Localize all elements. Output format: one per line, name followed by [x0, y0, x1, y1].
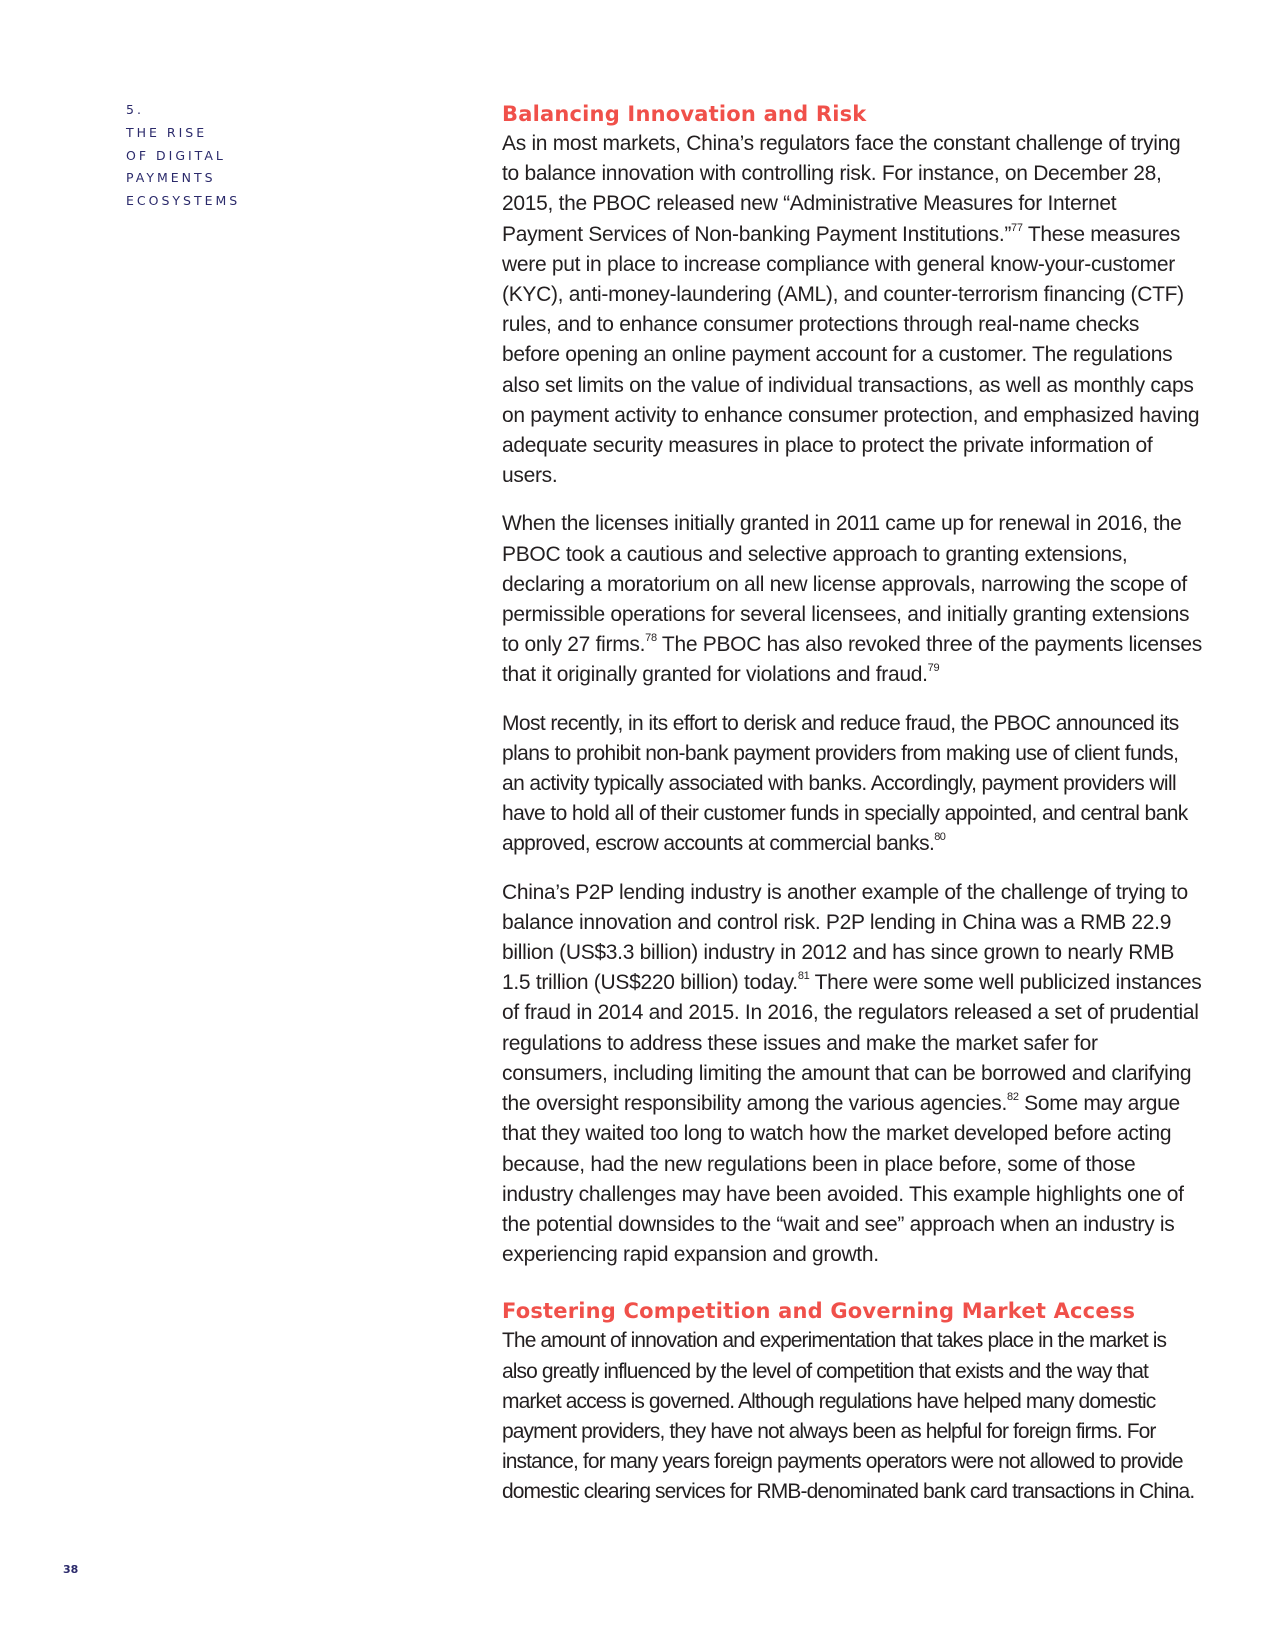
main-content — [502, 99, 1202, 1526]
footnote-ref[interactable]: 80 — [934, 831, 946, 844]
section-label-line: OF DIGITAL — [126, 147, 226, 163]
footnote-ref[interactable]: 82 — [1007, 1091, 1019, 1104]
paragraph — [502, 709, 1202, 860]
section-label-number: 5. — [126, 102, 144, 117]
section-label-line: ECOSYSTEMS — [126, 193, 241, 209]
section-label-line: THE RISE — [126, 124, 208, 140]
page-number: 38 — [63, 1563, 79, 1576]
paragraph-text: There were some well publicized instances of fraud in 2014 and 2015. In 2016, the regulators released a set of prudential regulations to address these issues and make the market safer for consumers, including limiting the amount that can be borrowed and clarifying the oversight responsibility among the various agencies. — [502, 971, 1202, 1116]
paragraph-text: When the licenses initially granted in 2011 came up for renewal in 2016, the PBOC took a cautious and selective approach to granting extensions, declaring a moratorium on all new license approvals, narrowing the scope of permissible operations for several licensees, and initially granting extensions to only 27 firms. — [502, 512, 1190, 657]
footnote-ref[interactable]: 77 — [1011, 221, 1023, 234]
paragraph-text: These measures were put in place to increase compliance with general know-your-customer (KYC), anti-money-laundering (AML), and counter-terrorism financing (CTF) rules, and to enhance consumer protections through real-name checks before opening an online payment account for a customer. The regulations also set limits on the value of individual transactions, as well as monthly caps on payment activity to enhance consumer protection, and emphasized having adequate security measures in place to protect the private information of users. — [502, 222, 1200, 488]
footnote-ref[interactable]: 81 — [797, 970, 810, 983]
paragraph-text: China’s P2P lending industry is another example of the challenge of trying to balance innovation and control risk. P2P lending in China was a RMB 22.9 billion (US$3.3 billion) industry in 2012 and has since grown to nearly RMB 1.5 trillion (US$220 billion) today. — [502, 880, 1188, 995]
footnote-ref[interactable]: 79 — [927, 662, 940, 675]
paragraph-text: Some may argue that they waited too long to watch how the market developed before acting because, had the new regulations been in place before, some of those industry challenges may have been avoided. This example highlights one of the potential downsides to the “wait and see” approach when an industry is experiencing rapid expansion and growth. — [502, 1092, 1184, 1267]
paragraph — [502, 509, 1202, 690]
section-label — [126, 99, 346, 213]
footnote-ref[interactable]: 78 — [645, 632, 657, 645]
paragraph-text: The PBOC has also revoked three of the payments licenses that it originally granted for violations and fraud. — [502, 633, 1202, 687]
paragraph — [502, 878, 1202, 1271]
paragraph-text: Most recently, in its effort to derisk and reduce fraud, the PBOC announced its plans to prohibit non-bank payment providers from making use of client funds, an activity typically associated with banks. Accordingly, payment providers will have to hold all of their customer funds in specially appointed, and central bank approved, escrow accounts at commercial banks. — [502, 711, 1188, 856]
paragraph — [502, 1326, 1202, 1507]
section-heading-fostering: Fostering Competition and Governing Market Access — [502, 1299, 1136, 1324]
section-label-line: PAYMENTS — [126, 170, 216, 186]
section-heading-balancing: Balancing Innovation and Risk — [502, 102, 867, 126]
paragraph-text: As in most markets, China’s regulators face the constant challenge of trying to balance innovation with controlling risk. For instance, on December 28, 2015, the PBOC released new “Administrative Measures for Internet Payment Services of Non-banking Payment Institutions.” — [502, 132, 1181, 246]
paragraph-text: The amount of innovation and experimentation that takes place in the market is also greatly influenced by the level of competition that exists and the way that market access is governed. Although regulations have helped many domestic payment providers, they have not always been as helpful for foreign firms. For instance, for many years foreign payments operators were not allowed to provide domestic clearing services for RMB-denominated bank card transactions in China. — [502, 1329, 1195, 1504]
paragraph — [502, 129, 1202, 491]
